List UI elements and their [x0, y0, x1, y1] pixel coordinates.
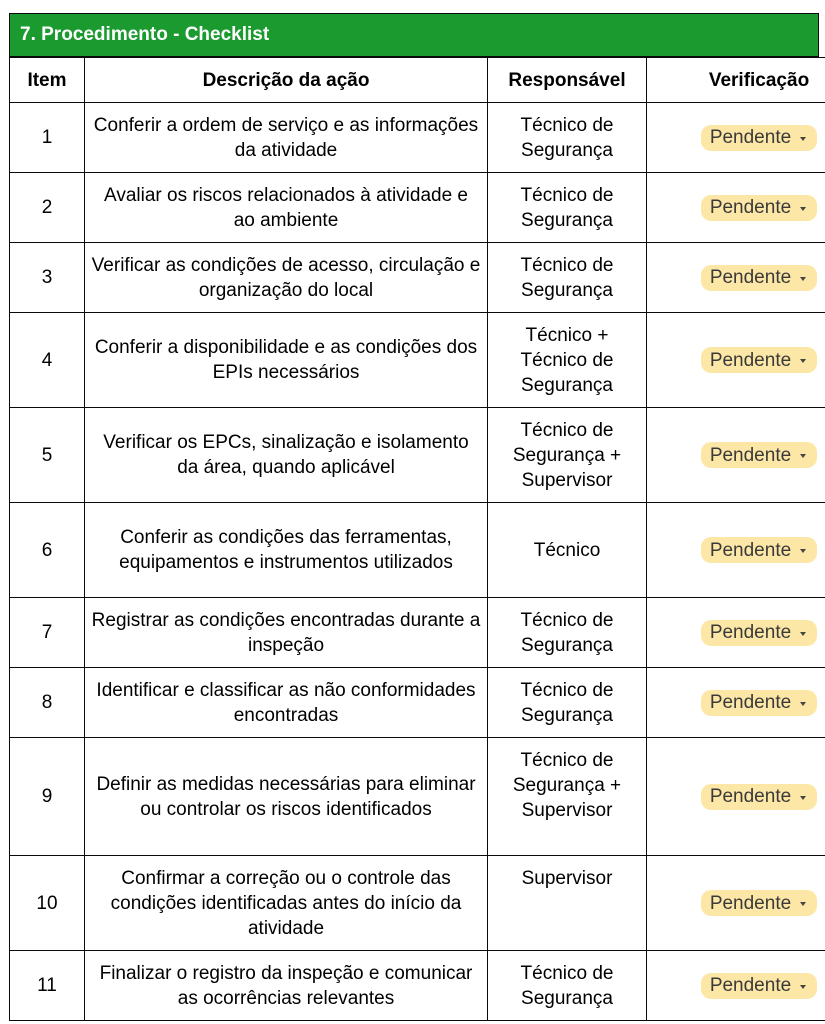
action-description: Conferir a ordem de serviço e as informações da atividade: [85, 103, 488, 173]
action-description: Definir as medidas necessárias para eliminar ou controlar os riscos identificados: [85, 738, 488, 856]
status-dropdown[interactable]: [701, 690, 817, 716]
verification-cell: [647, 243, 825, 313]
responsible-cell: Técnico de Segurança: [488, 173, 647, 243]
status-dropdown[interactable]: [701, 347, 817, 373]
action-description: Verificar as condições de acesso, circulação e organização do local: [85, 243, 488, 313]
verification-cell: [647, 103, 825, 173]
responsible-cell: Técnico: [488, 503, 647, 598]
status-label: Pendente: [709, 975, 792, 996]
item-number: 1: [10, 103, 85, 173]
status-dropdown[interactable]: [701, 442, 817, 468]
action-description: Identificar e classificar as não conformidades encontradas: [85, 668, 488, 738]
action-description: Avaliar os riscos relacionados à atividade e ao ambiente: [85, 173, 488, 243]
status-label: Pendente: [709, 539, 792, 561]
caret-down-icon: [800, 549, 806, 553]
caret-down-icon: [800, 137, 806, 141]
verification-cell: [647, 313, 825, 408]
status-dropdown[interactable]: [701, 195, 817, 221]
status-label: Pendente: [709, 692, 792, 713]
status-label: Pendente: [709, 197, 792, 218]
action-description: Conferir a disponibilidade e as condições dos EPIs necessários: [85, 313, 488, 408]
table-row: [10, 173, 825, 243]
caret-down-icon: [800, 902, 806, 906]
table-row: [10, 668, 825, 738]
item-number: 3: [10, 243, 85, 313]
responsible-cell: Supervisor: [488, 856, 647, 951]
caret-down-icon: [800, 207, 806, 211]
verification-cell: [647, 598, 825, 668]
section-title: 7. Procedimento - Checklist: [9, 13, 819, 57]
responsible-cell: Técnico de Segurança + Supervisor: [488, 408, 647, 503]
table-row: [10, 408, 825, 503]
caret-down-icon: [800, 454, 806, 458]
verification-cell: [647, 408, 825, 503]
table-row: [10, 738, 825, 856]
table-row: [10, 503, 825, 598]
item-number: 11: [10, 951, 85, 1021]
item-number: 2: [10, 173, 85, 243]
table-row: [10, 598, 825, 668]
status-dropdown[interactable]: [701, 537, 817, 563]
caret-down-icon: [800, 985, 806, 989]
table-row: [10, 103, 825, 173]
action-description: Conferir as condições das ferramentas, equipamentos e instrumentos utilizados: [85, 503, 488, 598]
status-dropdown[interactable]: [701, 620, 817, 646]
checklist-sheet: [9, 13, 819, 1021]
item-number: 5: [10, 408, 85, 503]
header-responsible: Responsável: [488, 58, 647, 103]
responsible-cell: Técnico de Segurança: [488, 668, 647, 738]
verification-cell: [647, 738, 825, 856]
item-number: 4: [10, 313, 85, 408]
header-description: Descrição da ação: [85, 58, 488, 103]
header-verification: Verificação: [647, 58, 825, 103]
verification-cell: [647, 668, 825, 738]
action-description: Verificar os EPCs, sinalização e isolamento da área, quando aplicável: [85, 408, 488, 503]
action-description: Registrar as condições encontradas durante a inspeção: [85, 598, 488, 668]
status-dropdown[interactable]: [701, 890, 817, 916]
caret-down-icon: [800, 359, 806, 363]
status-label: Pendente: [709, 444, 792, 466]
table-row: [10, 313, 825, 408]
status-label: Pendente: [709, 267, 792, 288]
table-row: [10, 243, 825, 313]
table-row: [10, 856, 825, 951]
action-description: Confirmar a correção ou o controle das condições identificadas antes do início da atividade: [85, 856, 488, 951]
status-label: Pendente: [709, 892, 792, 914]
item-number: 7: [10, 598, 85, 668]
responsible-cell: Técnico de Segurança: [488, 243, 647, 313]
responsible-cell: Técnico de Segurança + Supervisor: [488, 738, 647, 856]
verification-cell: [647, 951, 825, 1021]
table-row: [10, 951, 825, 1021]
status-label: Pendente: [709, 622, 792, 643]
verification-cell: [647, 173, 825, 243]
header-row: [10, 58, 825, 103]
status-label: Pendente: [709, 349, 792, 371]
status-dropdown[interactable]: [701, 125, 817, 151]
responsible-cell: Técnico de Segurança: [488, 103, 647, 173]
item-number: 6: [10, 503, 85, 598]
responsible-cell: Técnico + Técnico de Segurança: [488, 313, 647, 408]
status-label: Pendente: [709, 127, 792, 148]
header-item: Item: [10, 58, 85, 103]
verification-cell: [647, 856, 825, 951]
caret-down-icon: [800, 796, 806, 800]
caret-down-icon: [800, 702, 806, 706]
caret-down-icon: [800, 277, 806, 281]
verification-cell: [647, 503, 825, 598]
checklist-table: [9, 57, 825, 1021]
status-label: Pendente: [709, 786, 792, 807]
item-number: 8: [10, 668, 85, 738]
responsible-cell: Técnico de Segurança: [488, 598, 647, 668]
status-dropdown[interactable]: [701, 265, 817, 291]
item-number: 10: [10, 856, 85, 951]
caret-down-icon: [800, 632, 806, 636]
action-description: Finalizar o registro da inspeção e comunicar as ocorrências relevantes: [85, 951, 488, 1021]
status-dropdown[interactable]: [701, 784, 817, 810]
status-dropdown[interactable]: [701, 973, 817, 999]
responsible-cell: Técnico de Segurança: [488, 951, 647, 1021]
item-number: 9: [10, 738, 85, 856]
